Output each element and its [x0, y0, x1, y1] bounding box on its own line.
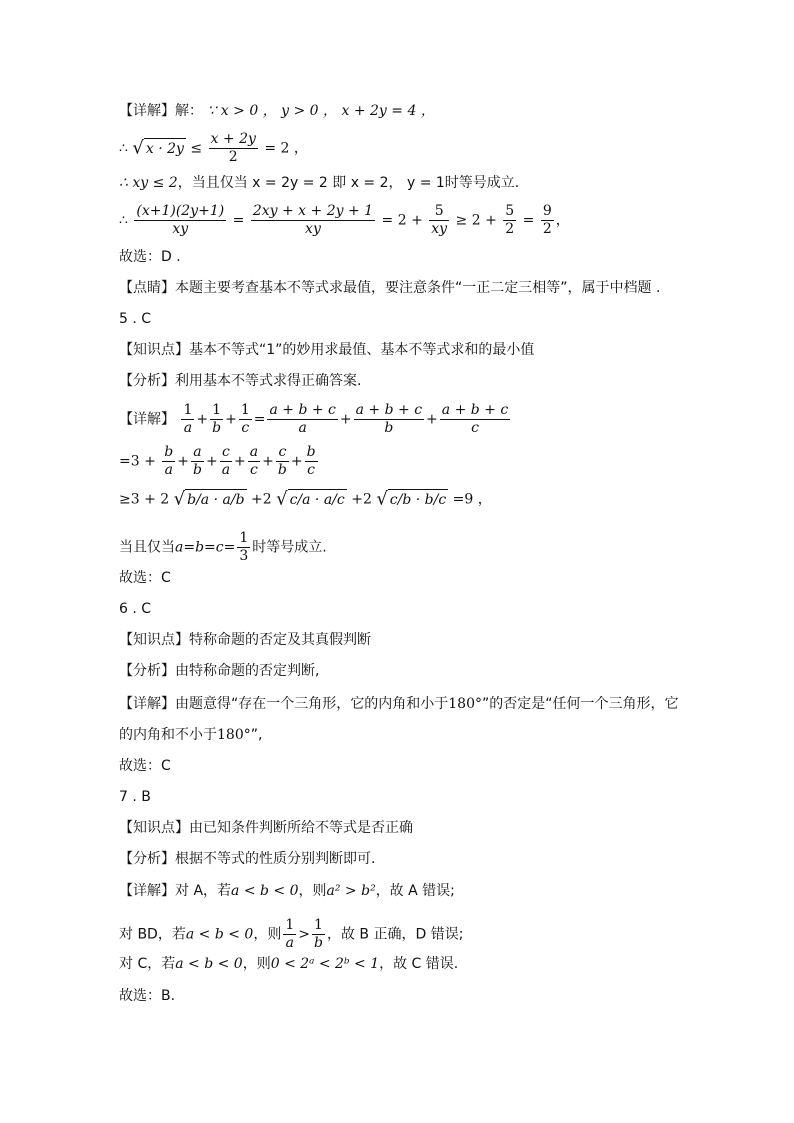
q4-detail-line1: 【详解】解： ∵ x > 0 ， y > 0 ， x + 2y = 4 ，: [119, 103, 435, 119]
fraction: $\frac{x + 2y}{2}$: [210, 131, 256, 165]
q5-detail-line2: =3 + $\frac{b}{a}$ + $\frac{a}{b}$ + $\frac{c}{a}$ + $\frac{a}{c}$ + $\frac{c}{b}$ + $\frac{b}{c}$: [119, 444, 316, 478]
q5-detail-line1: 【详解】 $\frac{1}{a}$ + $\frac{1}{b}$ + $\frac{1}{c}$ = $\frac{a + b + c}{a}$ + $\frac{a + b + c}{b}$ + $\frac{a + b + c}{c}$: [119, 402, 509, 436]
q5-detail-line3: ≥3 + 2 √ b/a · a/b +2 √ c/a · a/c +2 √ c/b · b/c =9 ，: [119, 488, 492, 510]
q7-detail-c: 对 C，若a < b < 0，则0 < 2ᵃ < 2ᵇ < 1，故 C 错误.: [119, 956, 459, 972]
q7-detail-bd: 对 BD，若a < b < 0，则 $\frac{1}{a}$ > $\frac{1}{b}$ ，故 B 正确，D 错误;: [119, 917, 464, 951]
fraction: $\frac{5}{xy}$: [431, 203, 448, 237]
q6-detail-line2: 的内角和不小于180°”,: [119, 727, 263, 743]
q4-comment: 【点睛】本题主要考查基本不等式求最值，要注意条件“一正二定三相等”，属于中档题 .: [119, 280, 661, 296]
q4-detail-line2: ∴ √ x · 2y ≤ $\frac{x + 2y}{2}$ = 2 ，: [119, 131, 308, 165]
analysis-tag: 【分析】: [119, 373, 175, 389]
q5-analysis: 【分析】利用基本不等式求得正确答案.: [119, 373, 362, 389]
fraction: $\frac{2xy + x + 2y + 1}{xy}$: [252, 203, 374, 237]
q6-knowledge: 【知识点】特称命题的否定及其真假判断: [119, 632, 371, 648]
q4-answer: 故选：D .: [119, 249, 181, 265]
q4-detail-line3: ∴ xy ≤ 2，当且仅当 x = 2y = 2 即 x = 2， y = 1时等号成立.: [119, 175, 520, 191]
q5-condition: 当且仅当a=b=c= $\frac{1}{3}$ 时等号成立.: [119, 530, 327, 564]
q4-detail-line4: ∴ $\frac{(x+1)(2y+1)}{xy}$ = $\frac{2xy + x + 2y + 1}{xy}$ = 2 + $\frac{5}{xy}$ ≥ 2 + $\frac{5}{2}$ = $\frac{9}{2}$ ，: [119, 203, 570, 237]
knowledge-tag: 【知识点】: [119, 342, 189, 358]
q6-detail-line1: 【详解】由题意得“存在一个三角形，它的内角和小于180°”的否定是“任何一个三角形，它: [119, 696, 679, 712]
q5-number: 5 . C: [119, 311, 152, 327]
fraction: $\frac{9}{2}$: [542, 203, 552, 237]
fraction: $\frac{(x+1)(2y+1)}{xy}$: [136, 203, 225, 237]
q7-answer: 故选：B.: [119, 988, 176, 1004]
q5-answer: 故选：C: [119, 570, 171, 586]
q6-number: 6 . C: [119, 601, 152, 617]
q7-detail-a: 【详解】对 A，若a < b < 0，则a² > b²，故 A 错误;: [119, 883, 455, 899]
comment-tag: 【点睛】: [119, 280, 175, 296]
q6-answer: 故选：C: [119, 758, 171, 774]
q6-analysis: 【分析】由特称命题的否定判断,: [119, 663, 320, 679]
sqrt-expression: √ x · 2y: [132, 137, 184, 159]
fraction: $\frac{5}{2}$: [505, 203, 515, 237]
q5-knowledge: 【知识点】基本不等式“1”的妙用求最值、基本不等式求和的最小值: [119, 342, 535, 358]
q7-number: 7 . B: [119, 789, 151, 805]
detail-tag: 【详解】: [119, 103, 175, 119]
detail-tag: 【详解】: [119, 411, 175, 428]
q7-knowledge: 【知识点】由已知条件判断所给不等式是否正确: [119, 820, 413, 836]
q7-analysis: 【分析】根据不等式的性质分别判断即可.: [119, 851, 376, 867]
